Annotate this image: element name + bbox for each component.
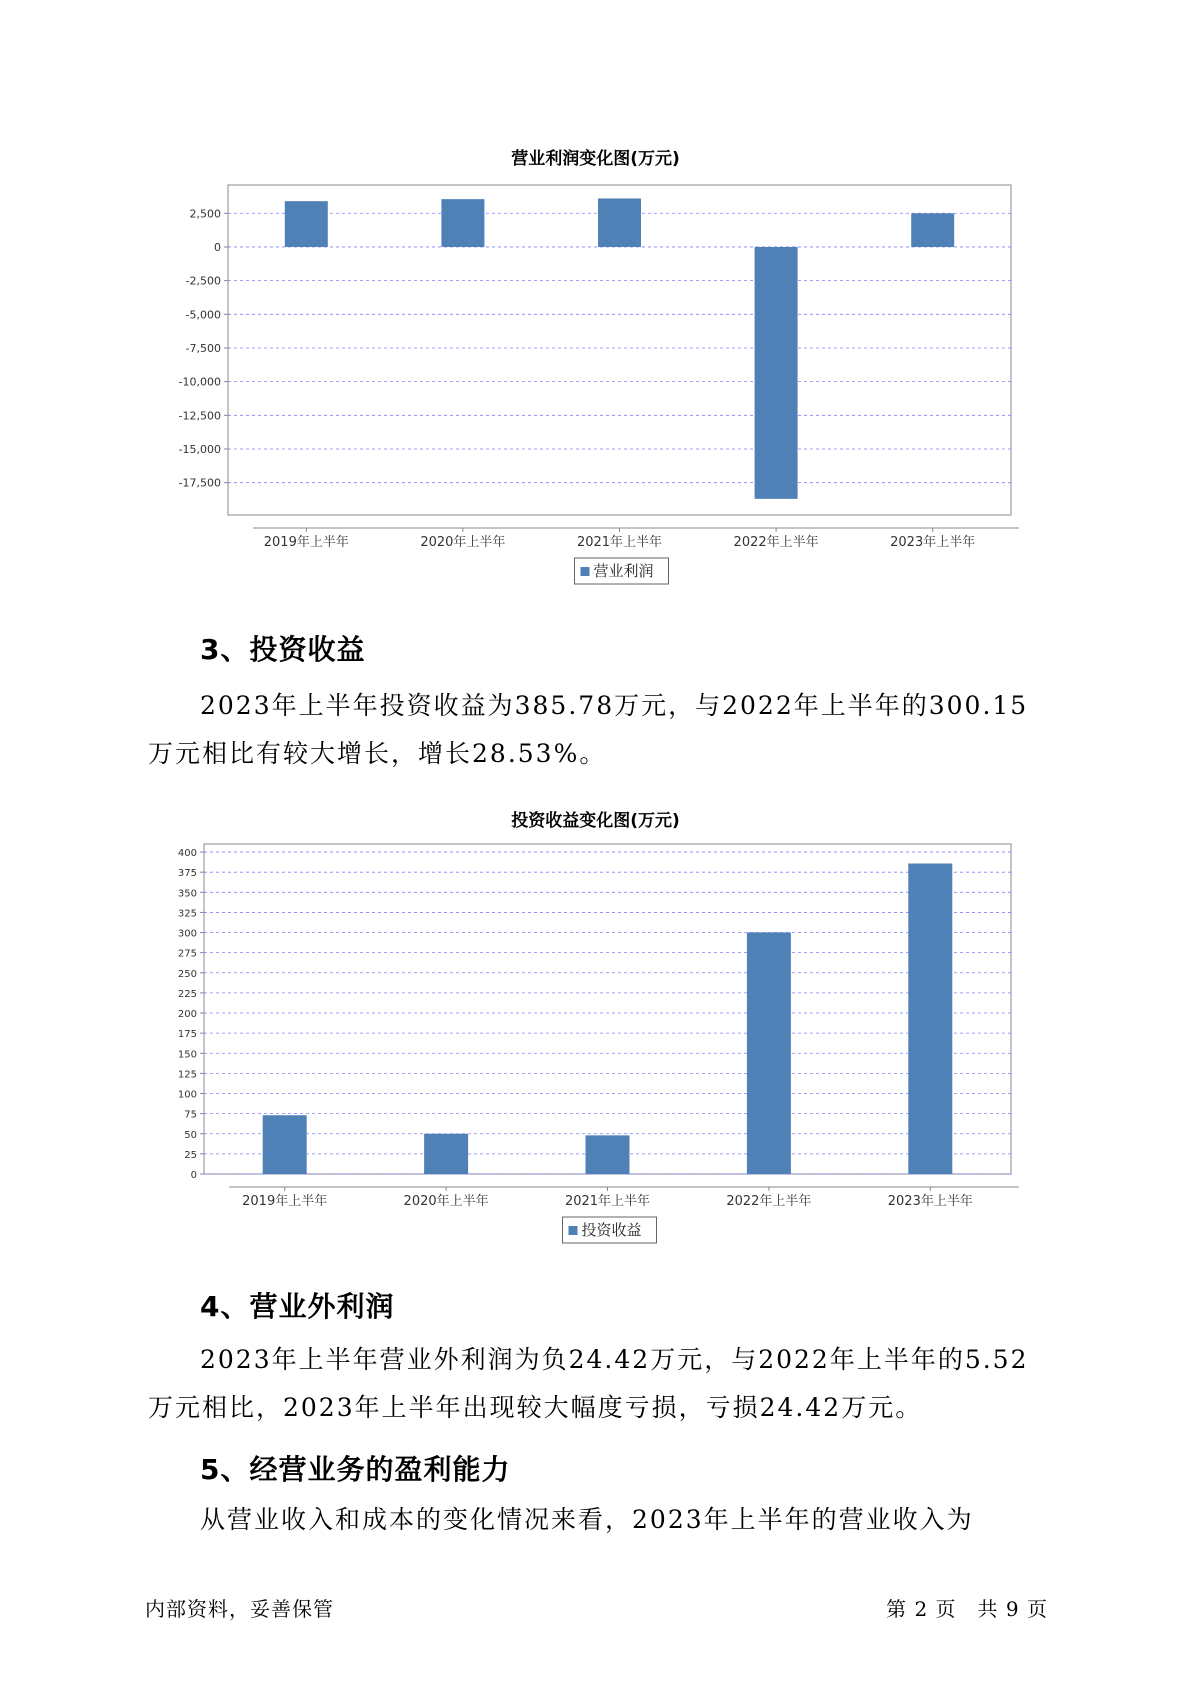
- x-tick-label: 2023年上半年: [890, 535, 976, 550]
- section-heading-non-operating-profit: 4、营业外利润: [200, 1290, 395, 1323]
- bar-2022年上半年: [747, 932, 791, 1174]
- section-paragraph-investment-income: 2023年上半年投资收益为385.78万元，与2022年上半年的300.15万元相比有较大增长，增长28.53%。: [148, 691, 1029, 768]
- chart-title-investment-income: 投资收益变化图(万元): [511, 811, 680, 831]
- legend-label: 投资收益: [581, 1221, 642, 1239]
- y-tick-label: 0: [214, 240, 221, 254]
- x-tick-label: 2023年上半年: [887, 1194, 973, 1209]
- y-tick-label: 200: [177, 1009, 197, 1021]
- bar-2019年上半年: [285, 201, 328, 247]
- y-tick-label: -17,500: [178, 476, 221, 490]
- footer-page-number: 第 2 页 共 9 页: [886, 1597, 1048, 1621]
- x-tick-label: 2020年上半年: [403, 1194, 489, 1209]
- legend-label: 营业利润: [593, 562, 654, 580]
- y-tick-label: -2,500: [185, 274, 221, 288]
- y-tick-label: 125: [177, 1069, 197, 1081]
- y-tick-label: 0: [190, 1170, 197, 1181]
- y-tick-label: 350: [177, 888, 197, 900]
- y-tick-label: 150: [177, 1049, 197, 1061]
- y-tick-label: 375: [177, 868, 197, 880]
- bar-2021年上半年: [586, 1135, 630, 1174]
- y-tick-label: -7,500: [185, 341, 221, 355]
- chart-title-operating-profit: 营业利润变化图(万元): [511, 149, 680, 169]
- investment-income-chart: [0, 830, 1191, 1250]
- bar-2022年上半年: [755, 247, 798, 499]
- y-tick-label: 300: [177, 928, 197, 940]
- bar-2023年上半年: [908, 863, 952, 1174]
- bar-2019年上半年: [263, 1115, 307, 1174]
- y-tick-label: 100: [177, 1089, 197, 1101]
- bar-2023年上半年: [911, 213, 954, 247]
- y-tick-label: 2,500: [189, 207, 221, 221]
- x-tick-label: 2020年上半年: [420, 535, 506, 550]
- y-tick-label: -12,500: [178, 409, 221, 423]
- y-tick-label: 400: [177, 848, 197, 860]
- y-tick-label: 325: [177, 908, 197, 920]
- operating-profit-chart: [0, 170, 1191, 590]
- legend-swatch: [569, 1226, 578, 1235]
- footer-confidential-note: 内部资料，妥善保管: [145, 1597, 334, 1621]
- section-paragraph-profitability: 从营业收入和成本的变化情况来看，2023年上半年的营业收入为: [200, 1505, 974, 1534]
- y-tick-label: -5,000: [185, 308, 221, 322]
- y-tick-label: -15,000: [178, 443, 221, 456]
- y-tick-label: 25: [184, 1149, 197, 1161]
- y-tick-label: 75: [184, 1109, 197, 1121]
- x-tick-label: 2022年上半年: [733, 535, 819, 550]
- y-tick-label: 225: [177, 988, 197, 1000]
- legend-swatch: [581, 567, 590, 576]
- x-tick-label: 2019年上半年: [263, 535, 349, 550]
- y-tick-label: 275: [177, 948, 197, 960]
- y-tick-label: 175: [177, 1029, 197, 1041]
- bar-2020年上半年: [441, 199, 484, 247]
- x-tick-label: 2022年上半年: [726, 1194, 812, 1209]
- section-heading-profitability: 5、经营业务的盈利能力: [200, 1453, 511, 1486]
- x-tick-label: 2019年上半年: [242, 1194, 328, 1209]
- y-tick-label: 50: [184, 1129, 197, 1141]
- y-tick-label: -10,000: [178, 375, 221, 389]
- plot-area: [204, 844, 1011, 1174]
- section-heading-investment-income: 3、投资收益: [200, 633, 366, 666]
- x-tick-label: 2021年上半年: [564, 1194, 651, 1209]
- x-tick-label: 2021年上半年: [576, 535, 663, 550]
- y-tick-label: 250: [177, 968, 197, 980]
- bar-2021年上半年: [598, 198, 641, 246]
- bar-2020年上半年: [424, 1134, 468, 1174]
- section-paragraph-non-operating-profit: 2023年上半年营业外利润为负24.42万元，与2022年上半年的5.52万元相比，2023年上半年出现较大幅度亏损，亏损24.42万元。: [148, 1345, 1029, 1422]
